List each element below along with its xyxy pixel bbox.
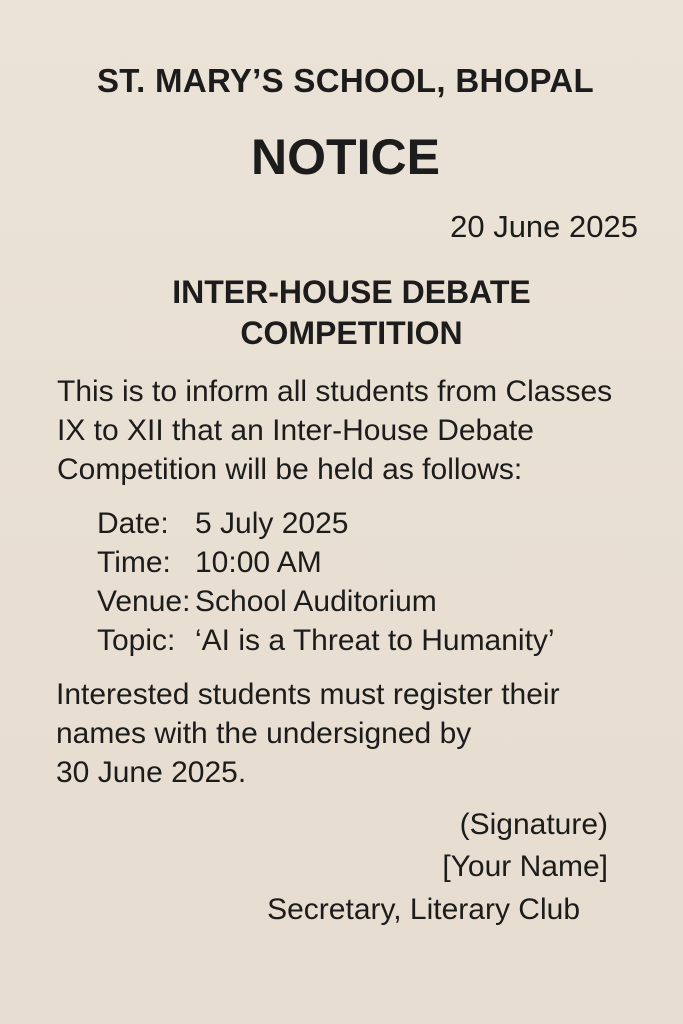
closing-line: Interested students must register their [56, 678, 560, 711]
intro-line: IX to XII that an Inter-House Debate [57, 414, 534, 447]
intro-line: Competition will be held as follows: [57, 453, 523, 486]
event-heading [0, 272, 683, 354]
signatory-name: [Your Name] [442, 850, 608, 883]
signatory-designation: Secretary, Literary Club [267, 893, 580, 926]
detail-row-venue [97, 582, 555, 621]
detail-row-date [97, 504, 555, 543]
notice-title: NOTICE [251, 129, 440, 185]
event-details [97, 504, 555, 660]
closing-paragraph [56, 675, 656, 792]
detail-row-time [97, 543, 555, 582]
intro-line: This is to inform all students from Classes [57, 375, 613, 408]
school-name: ST. MARY’S SCHOOL, BHOPAL [96, 62, 595, 99]
closing-line: 30 June 2025. [56, 756, 247, 789]
signature-text: (Signature) [459, 808, 608, 841]
closing-line: names with the undersigned by [56, 717, 472, 750]
detail-value: ‘AI is a Threat to Humanity’ [195, 624, 555, 657]
event-heading-line2: COMPETITION [240, 315, 463, 351]
detail-value: School Auditorium [195, 585, 437, 618]
detail-label: Date: [97, 507, 169, 540]
intro-paragraph [57, 372, 657, 489]
detail-value: 5 July 2025 [195, 507, 349, 540]
event-heading-line1: INTER-HOUSE DEBATE [172, 274, 531, 310]
detail-label: Time: [97, 546, 171, 579]
detail-label: Topic: [97, 624, 176, 657]
detail-row-topic [97, 621, 555, 660]
detail-label: Venue: [97, 585, 191, 618]
detail-value: 10:00 AM [195, 546, 322, 579]
notice-date: 20 June 2025 [450, 209, 638, 244]
